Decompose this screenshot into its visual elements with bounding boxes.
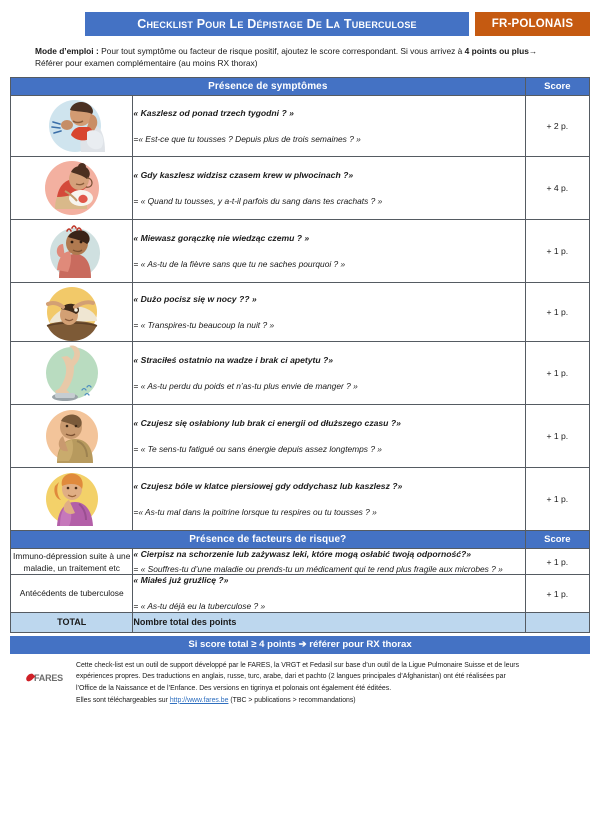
question-cell [133, 220, 525, 283]
language-badge: FR-POLONAIS [475, 12, 590, 36]
page-title: Checklist Pour Le Dépistage De La Tuberculose [85, 12, 469, 36]
checklist-table [10, 77, 590, 632]
person-coughing-blood-icon [35, 157, 109, 219]
score-cell: + 2 p. [525, 96, 589, 157]
table-row [11, 157, 590, 220]
instructions-body-2: Référer pour examen complémentaire (au moins RX thorax) [35, 58, 258, 69]
table-row [11, 96, 590, 157]
table-row [11, 575, 590, 612]
score-cell: + 1 p. [525, 283, 589, 342]
question-cell [133, 342, 525, 405]
score-cell: + 1 p. [525, 405, 589, 468]
score-cell: + 1 p. [525, 468, 589, 531]
page-header [10, 12, 590, 36]
score-column-header: Score [525, 78, 589, 96]
question-french: = « As-tu de la fièvre sans que tu ne saches pourquoi ? » [133, 258, 346, 269]
question-french: = « Te sens-tu fatigué ou sans énergie depuis assez longtemps ? » [133, 443, 382, 454]
question-cell [133, 96, 525, 157]
referral-banner: Si score total ≥ 4 points ➔ référer pour RX thorax [10, 636, 590, 654]
instructions-text [35, 45, 565, 69]
score-cell: + 1 p. [525, 549, 589, 575]
question-french: = « As-tu déjà eu la tuberculose ? » [133, 600, 266, 611]
question-cell [133, 157, 525, 220]
footnote-line-3: l’Office de la Naissance et de l’Enfance. Des versions en tigrinya et polonais ont également été éditées. [76, 684, 392, 692]
question-cell [133, 575, 525, 612]
illustration-cell [11, 342, 133, 405]
footnote-text [76, 661, 588, 708]
table-row [11, 220, 590, 283]
total-score-cell[interactable] [525, 612, 589, 632]
question-polish: « Kaszlesz od ponad trzech tygodni ? » [133, 108, 294, 119]
person-weight-loss-icon [35, 342, 109, 404]
symptoms-section-header: Présence de symptômes [11, 78, 526, 96]
table-row [11, 342, 590, 405]
risk-factor-label: Immuno-dépression suite à une maladie, un traitement etc [11, 549, 133, 575]
fares-logo [14, 661, 76, 686]
footnote-download-suffix: (TBC > publications > recommandations) [228, 696, 356, 704]
score-cell: + 4 p. [525, 157, 589, 220]
score-cell: + 1 p. [525, 220, 589, 283]
footnote-line-1: Cette check-list est un outil de support développé par le FARES, la VRGT et Fedasil sur base d’un outil de la Ligue Pulmonaire Suisse et de leurs [76, 661, 520, 669]
question-polish: « Miewasz gorączkę nie wiedząc czemu ? » [133, 233, 310, 244]
footnote-line-2: expériences propres. Des traductions en anglais, russe, turc, arabe, dari et pachto (2 langues principales d’Afghanistan) ont été réalisées par [76, 673, 506, 681]
risk-section-header: Présence de facteurs de risque? [11, 531, 526, 549]
question-cell [133, 468, 525, 531]
question-polish: « Czujesz bóle w klatce piersiowej gdy oddychasz lub kaszlesz ?» [133, 481, 403, 492]
question-cell [133, 549, 525, 575]
total-row [11, 612, 590, 632]
illustration-cell [11, 405, 133, 468]
question-polish: « Miałeś już gruźlicę ?» [133, 575, 229, 586]
total-description: Nombre total des points [133, 612, 525, 632]
risk-score-column-header: Score [525, 531, 589, 549]
question-polish: « Straciłeś ostatnio na wadze i brak ci apetytu ?» [133, 355, 334, 366]
question-french: = « Quand tu tousses, y a-t-il parfois du sang dans tes crachats ? » [133, 195, 383, 206]
instructions-label: Mode d’emploi : [35, 46, 99, 56]
symptoms-section-header-row [11, 78, 590, 96]
question-french: = « As-tu perdu du poids et n’as-tu plus envie de manger ? » [133, 380, 358, 391]
footnote-section [10, 661, 590, 708]
instructions-threshold: 4 points ou plus [464, 46, 529, 56]
table-row [11, 283, 590, 342]
question-french: =« Est-ce que tu tousses ? Depuis plus de trois semaines ? » [133, 133, 361, 144]
score-cell: + 1 p. [525, 342, 589, 405]
question-french: =« As-tu mal dans la poitrine lorsque tu respires ou tu tousses ? » [133, 506, 377, 517]
instructions-body-1: Pour tout symptôme ou facteur de risque positif, ajoutez le score correspondant. Si vous arrivez à [98, 46, 465, 56]
illustration-cell [11, 157, 133, 220]
person-night-sweats-icon [35, 283, 109, 341]
fares-website-link[interactable]: http://www.fares.be [169, 696, 229, 704]
illustration-cell [11, 220, 133, 283]
table-row [11, 405, 590, 468]
question-french: = « Souffres-tu d’une maladie ou prends-tu un médicament qui te rend plus fragile aux microbes ? » [133, 563, 503, 574]
total-label: TOTAL [11, 612, 133, 632]
question-cell [133, 283, 525, 342]
table-row [11, 468, 590, 531]
footnote-download-prefix: Elles sont téléchargeables sur [76, 696, 170, 704]
risk-factor-label: Antécédents de tuberculose [11, 575, 133, 612]
score-cell: + 1 p. [525, 575, 589, 612]
question-polish: « Dużo pocisz się w nocy ?? » [133, 294, 257, 305]
fares-logo-text: FARES [33, 672, 63, 683]
question-cell [133, 405, 525, 468]
instructions-arrow: → [528, 46, 538, 56]
person-chest-pain-icon [35, 468, 109, 530]
person-fever-icon [35, 220, 109, 282]
question-french: = « Transpires-tu beaucoup la nuit ? » [133, 319, 275, 330]
person-fatigue-icon [35, 405, 109, 467]
question-polish: « Cierpisz na schorzenie lub zażywasz leki, które mogą osłabić twoją odporność?» [133, 549, 472, 560]
table-row [11, 549, 590, 575]
illustration-cell [11, 283, 133, 342]
footnote-line-4 [76, 696, 588, 707]
risk-section-header-row [11, 531, 590, 549]
illustration-cell [11, 468, 133, 531]
question-polish: « Czujesz się osłabiony lub brak ci energii od dłuższego czasu ?» [133, 418, 401, 429]
question-polish: « Gdy kaszlesz widzisz czasem krew w plwocinach ?» [133, 170, 354, 181]
illustration-cell [11, 96, 133, 157]
person-coughing-icon [35, 96, 109, 156]
